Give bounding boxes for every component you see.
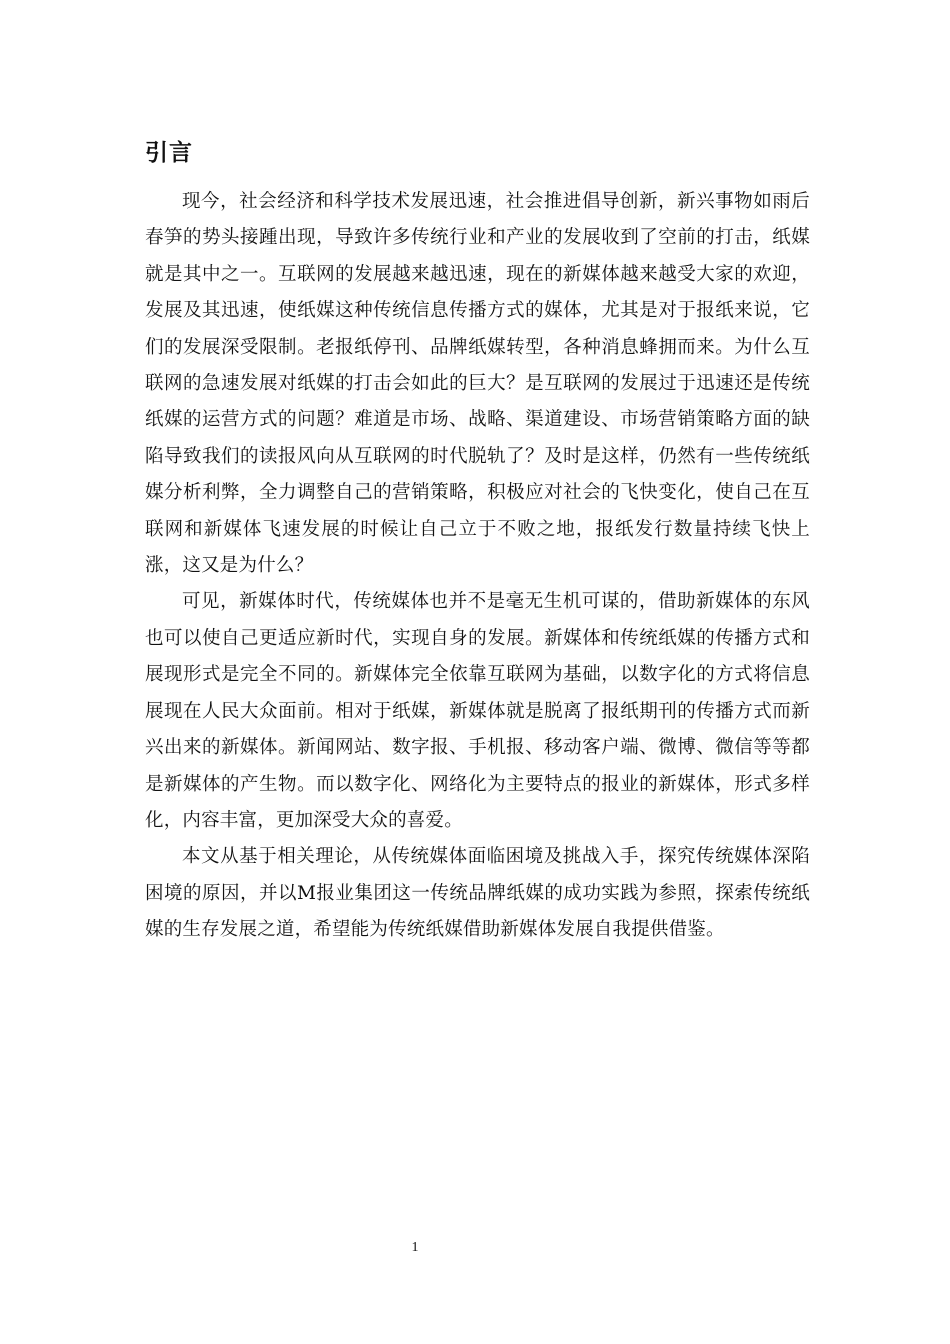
page-number: 1 [411,1240,419,1255]
paragraph-1: 现今，社会经济和科学技术发展迅速，社会推进倡导创新，新兴事物如雨后春笋的势头接踵出现，导致许多传统行业和产业的发展收到了空前的打击，纸媒就是其中之一。互联网的发展越来越迅速，现在的新媒体越来越受大家的欢迎，发展及其迅速，使纸媒这种传统信息传播方式的媒体，尤其是对于报纸来说，它们的发展深受限制。老报纸停刊、品牌纸媒转型，各种消息蜂拥而来。为什么互联网的急速发展对纸媒的打击会如此的巨大？是互联网的发展过于迅速还是传统纸媒的运营方式的问题？难道是市场、战略、渠道建设、市场营销策略方面的缺陷导致我们的读报风向从互联网的时代脱轨了？及时是这样，仍然有一些传统纸媒分析利弊，全力调整自己的营销策略，积极应对社会的飞快变化，使自己在互联网和新媒体飞速发展的时候让自己立于不败之地，报纸发行数量持续飞快上涨，这又是为什么？ [145,191,810,577]
section-heading: 引言 [145,140,193,166]
body-text [145,184,810,949]
paragraph-3: 本文从基于相关理论，从传统媒体面临困境及挑战入手，探究传统媒体深陷困境的原因，并以M报业集团这一传统品牌纸媒的成功实践为参照，探索传统纸媒的生存发展之道，希望能为传统纸媒借助新媒体发展自我提供借鉴。 [145,846,810,941]
paragraph-2: 可见，新媒体时代，传统媒体也并不是毫无生机可谋的，借助新媒体的东风也可以使自己更适应新时代，实现自身的发展。新媒体和传统纸媒的传播方式和展现形式是完全不同的。新媒体完全依靠互联网为基础，以数字化的方式将信息展现在人民大众面前。相对于纸媒，新媒体就是脱离了报纸期刊的传播方式而新兴出来的新媒体。新闻网站、数字报、手机报、移动客户端、微博、微信等等都是新媒体的产生物。而以数字化、网络化为主要特点的报业的新媒体，形式多样化，内容丰富，更加深受大众的喜爱。 [145,591,810,831]
